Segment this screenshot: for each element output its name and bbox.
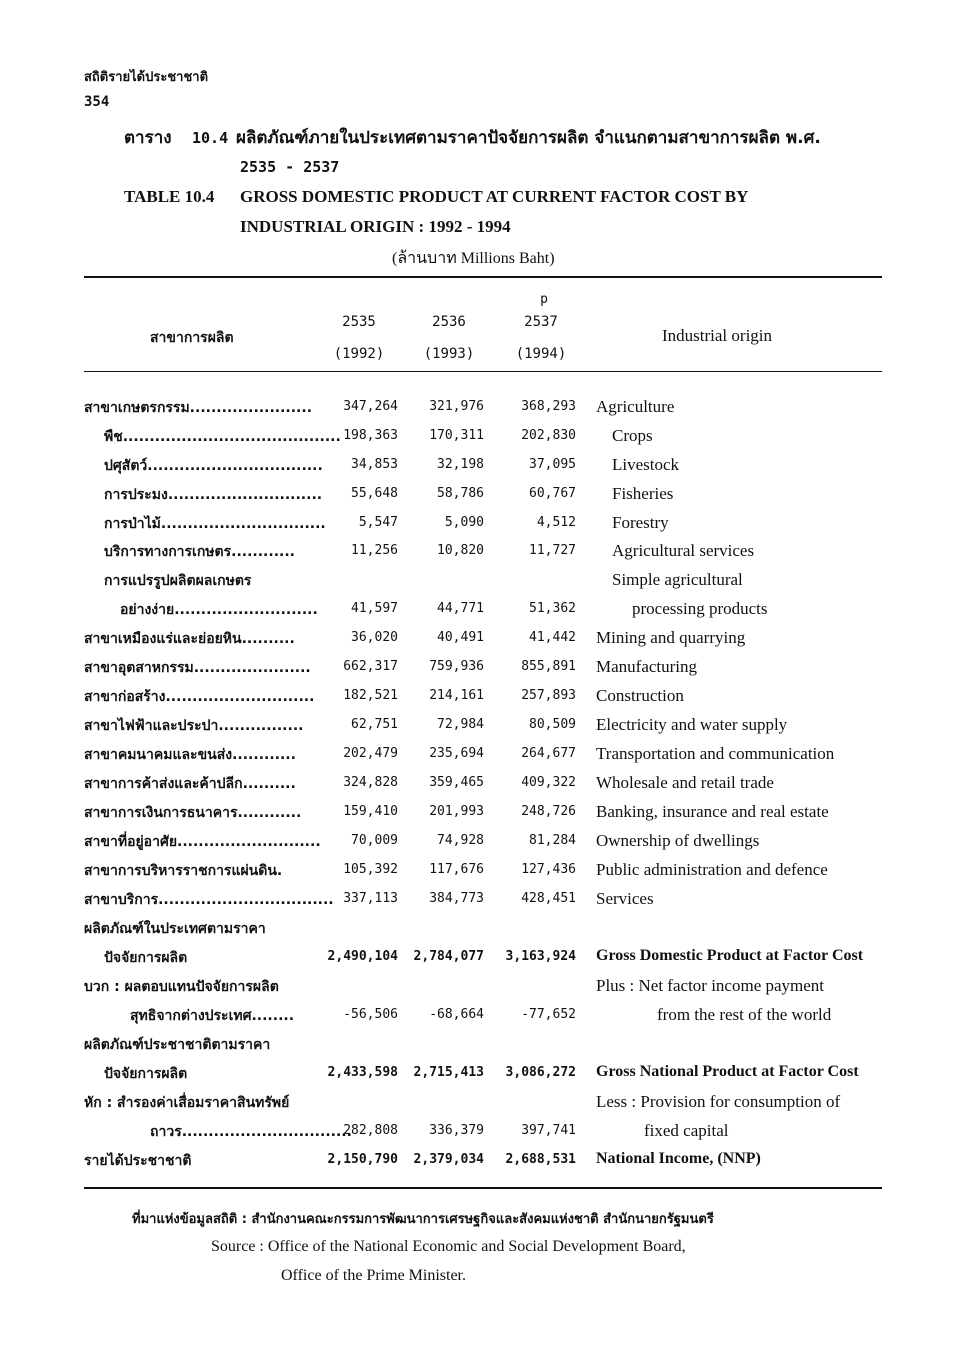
value-cell-3: 37,095: [529, 457, 576, 472]
row-label-thai: สาขาคมนาคมและขนส่ง............: [84, 747, 296, 763]
row-label-english: Transportation and communication: [596, 744, 835, 763]
value-cell-3: 202,830: [521, 428, 576, 443]
table-bottom-rule: [84, 1187, 882, 1189]
value-cell-3: 855,891: [521, 659, 576, 674]
value-cell-2: 44,771: [437, 601, 484, 616]
row-label-english: Less : Provision for consumption of: [596, 1092, 841, 1111]
value-cell-3: 409,322: [521, 775, 576, 790]
english-table-label: TABLE 10.4: [124, 187, 215, 206]
value-cell-1: 5,547: [358, 515, 398, 530]
table-row: [0, 570, 966, 599]
year-ce-1994: (1994): [515, 346, 567, 362]
table-row: [0, 1092, 966, 1121]
english-title: [124, 187, 748, 207]
source-english-line2: Office of the Prime Minister.: [281, 1267, 466, 1284]
row-label-thai: การป่าไม้...............................: [104, 516, 326, 532]
table-row: [0, 599, 966, 628]
thai-title: [124, 124, 821, 151]
value-cell-2: 201,993: [429, 804, 484, 819]
row-label-thai: ปัจจัยการผลิต: [104, 950, 188, 966]
value-cell-1: 662,317: [343, 659, 398, 674]
running-header: สถิติรายได้ประชาชาติ: [84, 70, 209, 85]
row-label-english: fixed capital: [644, 1121, 729, 1140]
value-cell-2: 74,928: [437, 833, 484, 848]
row-label-english: National Income, (NNP): [596, 1150, 761, 1167]
value-cell-3: 11,727: [529, 543, 576, 558]
value-cell-1: 159,410: [343, 804, 398, 819]
table-row: [0, 541, 966, 570]
row-label-thai: พืช.........................................: [104, 429, 341, 445]
value-cell-2: 759,936: [429, 659, 484, 674]
value-cell-3: 60,767: [529, 486, 576, 501]
value-cell-1: 2,150,790: [327, 1152, 398, 1167]
row-label-thai: การประมง.............................: [104, 487, 323, 503]
table-row: [0, 1005, 966, 1034]
table-row: [0, 426, 966, 455]
value-cell-3: 3,163,924: [505, 949, 576, 964]
table-row: [0, 1150, 966, 1179]
thai-table-label: ตาราง: [124, 128, 172, 148]
table-row: [0, 455, 966, 484]
row-label-thai: รายได้ประชาชาติ: [84, 1153, 192, 1169]
row-label-english: Manufacturing: [596, 657, 698, 676]
year-ce-1992: (1992): [333, 346, 385, 362]
row-label-english: Simple agricultural: [612, 570, 743, 589]
header-bottom-rule: [84, 371, 882, 372]
row-label-thai: สาขาการค้าส่งและค้าปลีก..........: [84, 776, 296, 792]
row-label-thai: ผลิตภัณฑ์ในประเทศตามราคา: [84, 921, 266, 937]
provisional-mark: p: [540, 292, 548, 307]
year-be-2535: 2535: [342, 314, 376, 330]
table-row: [0, 484, 966, 513]
row-label-english: Mining and quarrying: [596, 628, 746, 647]
value-cell-3: 368,293: [521, 399, 576, 414]
table-row: [0, 889, 966, 918]
table-row: [0, 1121, 966, 1150]
value-cell-1: 11,256: [351, 543, 398, 558]
value-cell-2: 359,465: [429, 775, 484, 790]
row-label-thai: สาขาที่อยู่อาศัย...........................: [84, 834, 321, 850]
row-label-english: Wholesale and retail trade: [596, 773, 774, 792]
row-label-english: Electricity and water supply: [596, 715, 788, 734]
row-label-thai: สุทธิจากต่างประเทศ........: [130, 1008, 295, 1024]
value-cell-2: 5,090: [444, 515, 484, 530]
value-cell-3: 248,726: [521, 804, 576, 819]
source-thai: ที่มาแห่งข้อมูลสถิติ : สำนักงานคณะกรรมการพัฒนาการเศรษฐกิจและสังคมแห่งชาติ สำนักนายกรัฐมนตรี: [132, 1212, 714, 1227]
value-cell-2: 2,784,077: [413, 949, 484, 964]
unit-label: (ล้านบาท Millions Baht): [392, 250, 555, 267]
table-row: [0, 802, 966, 831]
row-label-english: Ownership of dwellings: [596, 831, 760, 850]
row-label-english: Fisheries: [612, 484, 674, 503]
value-cell-2: 40,491: [437, 630, 484, 645]
value-cell-1: 55,648: [351, 486, 398, 501]
row-label-english: Agriculture: [596, 397, 675, 416]
row-label-english: Gross Domestic Product at Factor Cost: [596, 947, 864, 964]
value-cell-1: 2,490,104: [327, 949, 398, 964]
value-cell-2: 384,773: [429, 891, 484, 906]
column-header-english: Industrial origin: [662, 326, 773, 345]
value-cell-1: 36,020: [351, 630, 398, 645]
row-label-thai: สาขาอุตสาหกรรม......................: [84, 660, 311, 676]
table-row: [0, 947, 966, 976]
value-cell-2: 170,311: [429, 428, 484, 443]
value-cell-3: 127,436: [521, 862, 576, 877]
value-cell-1: 41,597: [351, 601, 398, 616]
value-cell-3: 397,741: [521, 1123, 576, 1138]
row-label-thai: บริการทางการเกษตร............: [104, 544, 295, 560]
row-label-english: Forestry: [612, 513, 669, 532]
value-cell-2: 235,694: [429, 746, 484, 761]
row-label-english: Services: [596, 889, 654, 908]
row-label-thai: หัก : สำรองค่าเสื่อมราคาสินทรัพย์: [84, 1095, 290, 1111]
value-cell-1: -56,506: [343, 1007, 398, 1022]
table-row: [0, 397, 966, 426]
table-row: [0, 976, 966, 1005]
table-row: [0, 628, 966, 657]
table-row: [0, 686, 966, 715]
value-cell-1: 202,479: [343, 746, 398, 761]
value-cell-2: 10,820: [437, 543, 484, 558]
row-label-thai: ถาวร................................: [150, 1124, 352, 1140]
value-cell-1: 2,433,598: [327, 1065, 398, 1080]
row-label-english: Construction: [596, 686, 684, 705]
table-top-rule: [84, 276, 882, 278]
row-label-thai: สาขาบริการ.................................: [84, 892, 334, 908]
value-cell-2: 58,786: [437, 486, 484, 501]
value-cell-3: 264,677: [521, 746, 576, 761]
thai-title-years: 2535 - 2537: [240, 158, 340, 176]
row-label-english: Public administration and defence: [596, 860, 828, 879]
table-row: [0, 715, 966, 744]
year-be-2536: 2536: [432, 314, 466, 330]
table-row: [0, 513, 966, 542]
english-title-line2: INDUSTRIAL ORIGIN : 1992 - 1994: [240, 217, 511, 236]
row-label-english: Banking, insurance and real estate: [596, 802, 829, 821]
value-cell-3: 41,442: [529, 630, 576, 645]
row-label-thai: บวก : ผลตอบแทนปัจจัยการผลิต: [84, 979, 279, 995]
thai-table-number: 10.4: [192, 129, 229, 147]
table-row: [0, 773, 966, 802]
row-label-thai: สาขาไฟฟ้าและประปา................: [84, 718, 304, 734]
row-label-thai: ปัจจัยการผลิต: [104, 1066, 188, 1082]
table-row: [0, 1063, 966, 1092]
row-label-english: from the rest of the world: [657, 1005, 832, 1024]
value-cell-2: -68,664: [429, 1007, 484, 1022]
column-header-thai: สาขาการผลิต: [150, 330, 234, 346]
value-cell-2: 2,715,413: [413, 1065, 484, 1080]
row-label-thai: การแปรรูปผลิตผลเกษตร: [104, 573, 252, 589]
value-cell-2: 32,198: [437, 457, 484, 472]
source-english-line1: Source : Office of the National Economic and Social Development Board,: [211, 1238, 686, 1255]
value-cell-3: 257,893: [521, 688, 576, 703]
row-label-english: Gross National Product at Factor Cost: [596, 1063, 859, 1080]
table-row: [0, 918, 966, 947]
value-cell-1: 198,363: [343, 428, 398, 443]
value-cell-3: 51,362: [529, 601, 576, 616]
value-cell-3: 80,509: [529, 717, 576, 732]
value-cell-1: 337,113: [343, 891, 398, 906]
row-label-english: Agricultural services: [612, 541, 755, 560]
thai-title-text: ผลิตภัณฑ์ภายในประเทศตามราคาปัจจัยการผลิต จำแนกตามสาขาการผลิต พ.ศ.: [236, 128, 821, 148]
table-row: [0, 1034, 966, 1063]
value-cell-2: 214,161: [429, 688, 484, 703]
year-ce-1993: (1993): [423, 346, 475, 362]
table-row: [0, 744, 966, 773]
row-label-english: processing products: [632, 599, 768, 618]
value-cell-3: 428,451: [521, 891, 576, 906]
value-cell-2: 72,984: [437, 717, 484, 732]
value-cell-1: 34,853: [351, 457, 398, 472]
value-cell-1: 324,828: [343, 775, 398, 790]
value-cell-2: 336,379: [429, 1123, 484, 1138]
english-title-line1: GROSS DOMESTIC PRODUCT AT CURRENT FACTOR COST BY: [240, 187, 749, 206]
row-label-thai: สาขาก่อสร้าง............................: [84, 689, 315, 705]
value-cell-2: 321,976: [429, 399, 484, 414]
row-label-thai: ปศุสัตว์.................................: [104, 458, 323, 474]
row-label-thai: ผลิตภัณฑ์ประชาชาติตามราคา: [84, 1037, 271, 1053]
row-label-english: Livestock: [612, 455, 680, 474]
table-row: [0, 657, 966, 686]
row-label-thai: อย่างง่าย...........................: [120, 602, 318, 618]
value-cell-3: 81,284: [529, 833, 576, 848]
value-cell-3: 4,512: [536, 515, 576, 530]
table-row: [0, 831, 966, 860]
value-cell-2: 117,676: [429, 862, 484, 877]
value-cell-1: 105,392: [343, 862, 398, 877]
value-cell-1: 282,808: [343, 1123, 398, 1138]
value-cell-3: 2,688,531: [505, 1152, 576, 1167]
row-label-english: Crops: [612, 426, 653, 445]
value-cell-3: 3,086,272: [505, 1065, 576, 1080]
value-cell-1: 62,751: [351, 717, 398, 732]
row-label-thai: สาขาเกษตรกรรม.......................: [84, 400, 313, 416]
row-label-thai: สาขาการเงินการธนาคาร............: [84, 805, 302, 821]
value-cell-3: -77,652: [521, 1007, 576, 1022]
value-cell-1: 182,521: [343, 688, 398, 703]
row-label-english: Plus : Net factor income payment: [596, 976, 825, 995]
value-cell-2: 2,379,034: [413, 1152, 484, 1167]
value-cell-1: 347,264: [343, 399, 398, 414]
page-number: 354: [84, 94, 110, 110]
row-label-thai: สาขาการบริหารราชการแผ่นดิน.: [84, 863, 283, 879]
row-label-thai: สาขาเหมืองแร่และย่อยหิน..........: [84, 631, 295, 647]
value-cell-1: 70,009: [351, 833, 398, 848]
year-be-2537: 2537: [524, 314, 558, 330]
table-row: [0, 860, 966, 889]
